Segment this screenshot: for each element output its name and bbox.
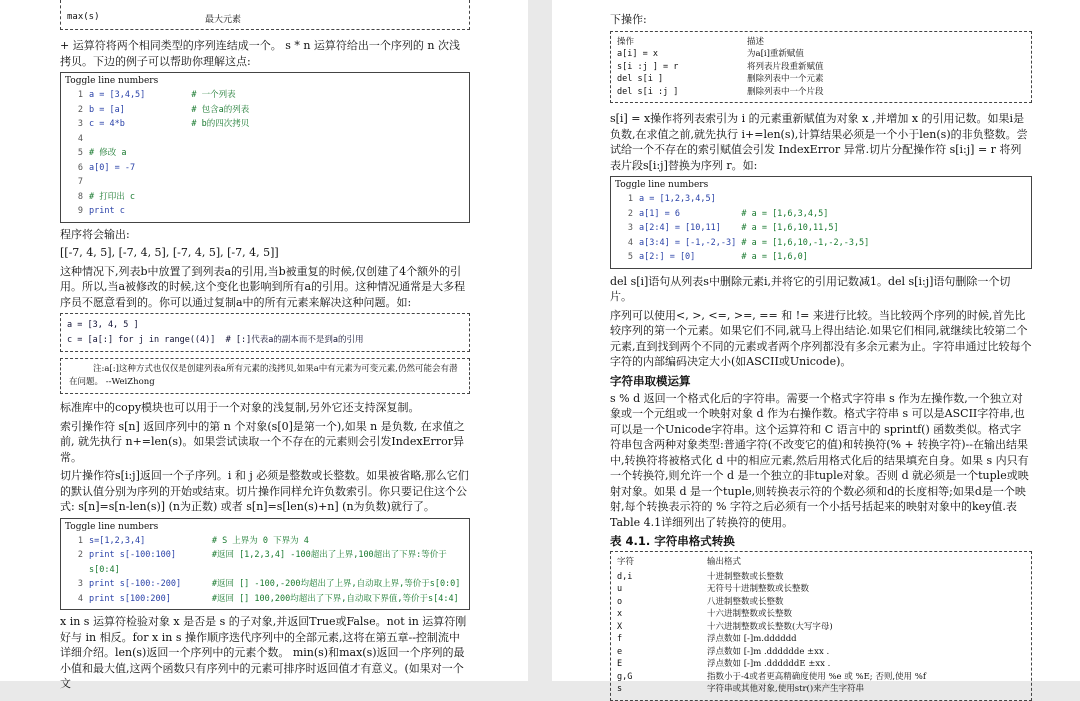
header-desc: 描述 [747, 36, 765, 47]
paragraph-assignment: s[i] = x操作将列表索引为 i 的元素重新赋值为对象 x ,并增加 x 的引用记数。如果i是负数,在求值之前,就先执行 i+=len(s),计算结果必须是一个小于len(s)的非负整数。尝试给一个不存在的索引赋值会引发 IndexError 异常.切片分配操作符 s[i:j] = r 将列表片段s[i:j]替换为序列 r。如: [610, 112, 1028, 172]
code-comment: # 包含a的列表 [191, 104, 250, 115]
code-comment: # b的四次拷贝 [191, 119, 250, 129]
table-row [617, 621, 1025, 634]
code-text: a[1] = 6 [639, 208, 742, 219]
code-text: a = [3,4,5] [89, 90, 192, 100]
table-row [617, 658, 1025, 671]
code-line [61, 132, 469, 147]
line-number: 3 [77, 579, 83, 589]
table-cell: 八进制整数或长整数 [707, 596, 784, 607]
code-text: a[0] = -7 [89, 162, 136, 173]
code-line [61, 548, 465, 577]
table-cell: f [617, 634, 623, 644]
code-block-1 [60, 72, 470, 223]
table-cell: 字符串或其他对象,使用str()来产生字符串 [707, 684, 865, 694]
code-line [61, 146, 469, 161]
paragraph-output-value: [[-7, 4, 5], [-7, 4, 5], [-7, 4, 5], [-7, 4, 5]] [60, 246, 279, 259]
paragraph-string-format: s % d 返回一个格式化后的字符串。需要一个格式字符串 s 作为左操作数,一个独立对象或一个元组或一个映射对象 d 作为右操作数。格式字符串 s 可以是ASCII字符串,也可以是一个Unicode字符串。这个运算符和 C 语言中的 sprintf() 函数类似。格式字符串包含两种对象类型:普通字符(不改变它的值)和转换符(% + 转换字符)--在输出结果中,转换符将被格式化 d 中的相应元素,然后用格式化后的结果填充自身。如果 s 内只有一个转换符,则允许一个 d 是一个独立的非tuple对象。否则 d 就必须是一个tuple或映射对象。如果 d 是一个tuple,则转换表示符的个数必须和d的长度相等;如果d是一个映射,每个转换表示符的 % 字符之后必须有一个小括号括起来的映射对象中的key值.表Table 4.1详细列出了转换符的使用。 [610, 391, 1029, 529]
code-text: a[2:4] = [10,11] [639, 223, 742, 233]
code-line [61, 161, 469, 176]
table-row [617, 608, 1025, 621]
code-text: s=[1,2,3,4] [89, 535, 212, 546]
paragraph-plus-operator: + 运算符将两个相同类型的序列连结成一个。 s * n 运算符给出一个序列的 n 次浅拷贝。下边的例子可以帮助你理解这点: [60, 39, 461, 68]
max-element-cell: 最大元素 [205, 15, 242, 25]
line-number: 3 [77, 119, 83, 129]
code-box-line-1: a = [3, 4, 5 ] [67, 320, 139, 330]
header-char: 字符 [617, 557, 635, 567]
table-cell: 浮点数如 [-]m.dddddd [707, 634, 797, 644]
line-number: 9 [77, 206, 83, 216]
table-row [617, 596, 1025, 609]
line-number: 5 [77, 148, 83, 158]
table-cell: del s[i ] [617, 74, 664, 84]
code-comment: # S 上界为 0 下界为 4 [211, 535, 309, 546]
code-line [61, 175, 469, 190]
line-number: 3 [627, 223, 633, 233]
line-number: 5 [627, 252, 633, 262]
line-number: 8 [77, 191, 83, 202]
table-row [617, 633, 1025, 646]
code-line [61, 103, 469, 118]
line-number: 2 [77, 104, 83, 115]
top-table-row [60, 0, 470, 30]
code-comment: # a = [1,6,10,-1,-2,-3,5] [741, 237, 870, 248]
code-comment: # 一个列表 [191, 90, 236, 100]
code-comment: #返回 [] -100,-200均超出了上界,自动取上界,等价于s[0:0] [211, 579, 461, 589]
format-table [610, 551, 1032, 701]
table-cell: s[i :j ] = r [617, 61, 679, 72]
code-comment: # a = [1,6,3,4,5] [741, 208, 829, 219]
code-comment: # a = [1,6,10,11,5] [741, 223, 839, 233]
paragraph-reference-explanation: 这种情况下,列表b中放置了到列表a的引用,当b被重复的时候,仅创建了4个额外的引用。所以,当a被修改的时候,这个变化也影响到所有a的引用。这种情况通常是大多程序员不愿意看到的。你可以通过复制a中的所有元素来解决这种问题。如: [60, 264, 466, 309]
note-text: 注:a[:]这种方式也仅仅是创建列表a所有元素的浅拷贝,如果a中有元素为可变元素,仍然可能会有潜在问题。 --WeiZhong [69, 364, 458, 387]
line-number: 7 [77, 177, 83, 187]
paragraph-slice-operator: 切片操作符s[i:j]返回一个子序列。i 和 j 必须是整数或长整数。如果被省略,那么它们的默认值分别为序列的开始或结束。切片操作同样允许负数索引。你只要记住这个公式: s[n]=s[n-len(s)] (n为正数) 或者 s[n]=s[len(s)+n] (n为负数)就行了。 [60, 469, 469, 513]
code-line [61, 88, 469, 103]
table-cell: g,G [617, 671, 633, 682]
line-number: 4 [77, 593, 83, 604]
table-cell: 十六进制整数或长整数(大写字母) [707, 621, 833, 632]
line-number: 1 [77, 535, 83, 546]
table-cell: E [617, 659, 623, 669]
code-text: c = 4*b [89, 119, 192, 129]
table-caption: 表 4.1. 字符串格式转换 [610, 534, 735, 548]
table-row [617, 571, 1025, 584]
code-comment: # 修改 a [89, 148, 127, 158]
code-comment: # 打印出 c [89, 191, 135, 202]
code-line [61, 190, 469, 205]
table-cell: 指数小于-4或者更高精确度使用 %e 或 %E; 否则,使用 %f [707, 671, 926, 682]
table-cell: o [617, 596, 623, 607]
table-cell: 为a[i]重新赋值 [747, 49, 804, 59]
table-cell: e [617, 646, 623, 657]
right-page [552, 0, 1080, 694]
list-ops-table [610, 31, 1032, 104]
code-line [611, 221, 1031, 236]
table-cell: del s[i :j ] [617, 86, 679, 97]
code-text: print s[-100:-200] [89, 579, 212, 589]
header-op: 操作 [617, 36, 635, 47]
paragraph-continuation: 下操作: [610, 13, 647, 26]
code-block-right [610, 176, 1032, 269]
paragraph-index-operator: 索引操作符 s[n] 返回序列中的第 n 个对象(s[0]是第一个),如果 n 是负数, 在求值之前, 就先执行 n+=len(s)。如果尝试读取一个不存在的元素则会引发IndexError异常。 [60, 419, 465, 464]
table-cell: s [617, 684, 623, 694]
table-cell: 十进制整数或长整数 [707, 571, 784, 582]
table-row [617, 73, 1025, 86]
paragraph-del: del s[i]语句从列表s中删除元素i,并将它的引用记数减1。del s[i:j]语句删除一个切片。 [610, 274, 1011, 303]
line-number: 4 [77, 133, 83, 144]
code-line [61, 534, 465, 549]
code-comment: #返回 [] 100,200均超出了下界,自动取下界值,等价于s[4:4] [211, 593, 459, 604]
code-text: print c [89, 206, 125, 216]
table-header [617, 556, 1025, 569]
code-box-line-2: c = [a[:] for j in range((4)] # [:]代表a的副本而不是到a的引用 [67, 334, 364, 345]
paragraph-output-label: 程序将会输出: [60, 227, 130, 241]
code-text: a = [1,2,3,4,5] [639, 194, 716, 204]
section-heading-string-format: 字符串取模运算 [610, 373, 691, 388]
table-cell: 删除列表中一个片段 [747, 86, 824, 97]
toggle-line-numbers[interactable]: Toggle line numbers [65, 76, 159, 86]
code-line [61, 204, 469, 219]
table-cell: 删除列表中一个元素 [747, 74, 824, 84]
code-line [611, 250, 1031, 265]
toggle-line-numbers[interactable]: Toggle line numbers [65, 521, 159, 532]
table-cell: u [617, 584, 623, 594]
line-number: 1 [77, 90, 83, 100]
table-row [617, 583, 1025, 596]
code-box-copy [60, 313, 470, 352]
table-cell: 浮点数如 [-]m .ddddddE ±xx . [707, 659, 831, 669]
table-cell: x [617, 609, 623, 619]
code-comment: # a = [1,6,0] [741, 252, 808, 262]
code-line [611, 236, 1031, 251]
table-row [617, 48, 1025, 61]
table-cell: 将列表片段重新赋值 [747, 61, 824, 72]
line-number: 4 [627, 237, 633, 248]
paragraph-compare: 序列可以使用<, >, <=, >=, == 和 != 来进行比较。当比较两个序列的时候,首先比较序列的第一个元素。如果它们不同,就马上得出结论.如果它们相同,就继续比较第二个元素,直到找到两个不同的元素或者两个序列都没有多余元素为止。字符串通过比较每个字符的内部编码决定大小(如ASCII或Unicode)。 [610, 308, 1032, 368]
table-cell: X [617, 621, 623, 632]
line-number: 2 [627, 208, 633, 219]
line-number: 1 [627, 194, 633, 204]
table-row [617, 683, 1025, 696]
code-line [611, 192, 1031, 207]
code-text: a[3:4] = [-1,-2,-3] [639, 237, 742, 248]
table-cell: 浮点数如 [-]m .dddddde ±xx . [707, 646, 830, 657]
code-block-3 [60, 518, 470, 611]
code-line [611, 207, 1031, 222]
header-format: 输出格式 [707, 557, 742, 567]
line-number: 6 [77, 162, 83, 173]
code-line [61, 577, 465, 592]
table-header [617, 36, 1025, 49]
table-row [617, 61, 1025, 74]
table-row [617, 671, 1025, 684]
table-cell: 无符号十进制整数或长整数 [707, 584, 810, 594]
line-number: 2 [77, 550, 83, 560]
toggle-line-numbers[interactable]: Toggle line numbers [615, 180, 709, 190]
code-text: a[2:] = [0] [639, 252, 742, 262]
code-comment: #返回 [1,2,3,4] -100超出了上界,100超出了下界:等价于 s[0:4] [89, 550, 452, 575]
left-page [0, 0, 528, 690]
paragraph-copy-module: 标准库中的copy模块也可以用于一个对象的浅复制,另外它还支持深复制。 [60, 401, 420, 414]
table-row [617, 646, 1025, 659]
code-line [61, 117, 469, 132]
table-row [617, 86, 1025, 99]
note-box [60, 358, 470, 394]
code-text: b = [a] [89, 104, 192, 115]
table-cell: 十六进制整数或长整数 [707, 609, 793, 619]
max-s-cell: max(s) [67, 12, 100, 22]
table-cell: a[i] = x [617, 49, 658, 59]
code-text: print s[-100:100] [89, 550, 212, 560]
code-text: print s[100:200] [89, 593, 212, 604]
paragraph-in-operator: x in s 运算符检验对象 x 是否是 s 的子对象,并返回True或False。not in 运算符刚好与 in 相反。for x in s 操作顺序迭代序列中的全部元素,这将在第五章--控制流中详细介绍。len(s)返回一个序列中的元素个数。 min(s)和max(s)返回一个序列的最小值和最大值,这两个函数只有序列中的元素可排序时返回值才有意义。(如果对一个文 [60, 615, 467, 690]
code-line [61, 592, 465, 607]
table-cell: d,i [617, 571, 633, 582]
